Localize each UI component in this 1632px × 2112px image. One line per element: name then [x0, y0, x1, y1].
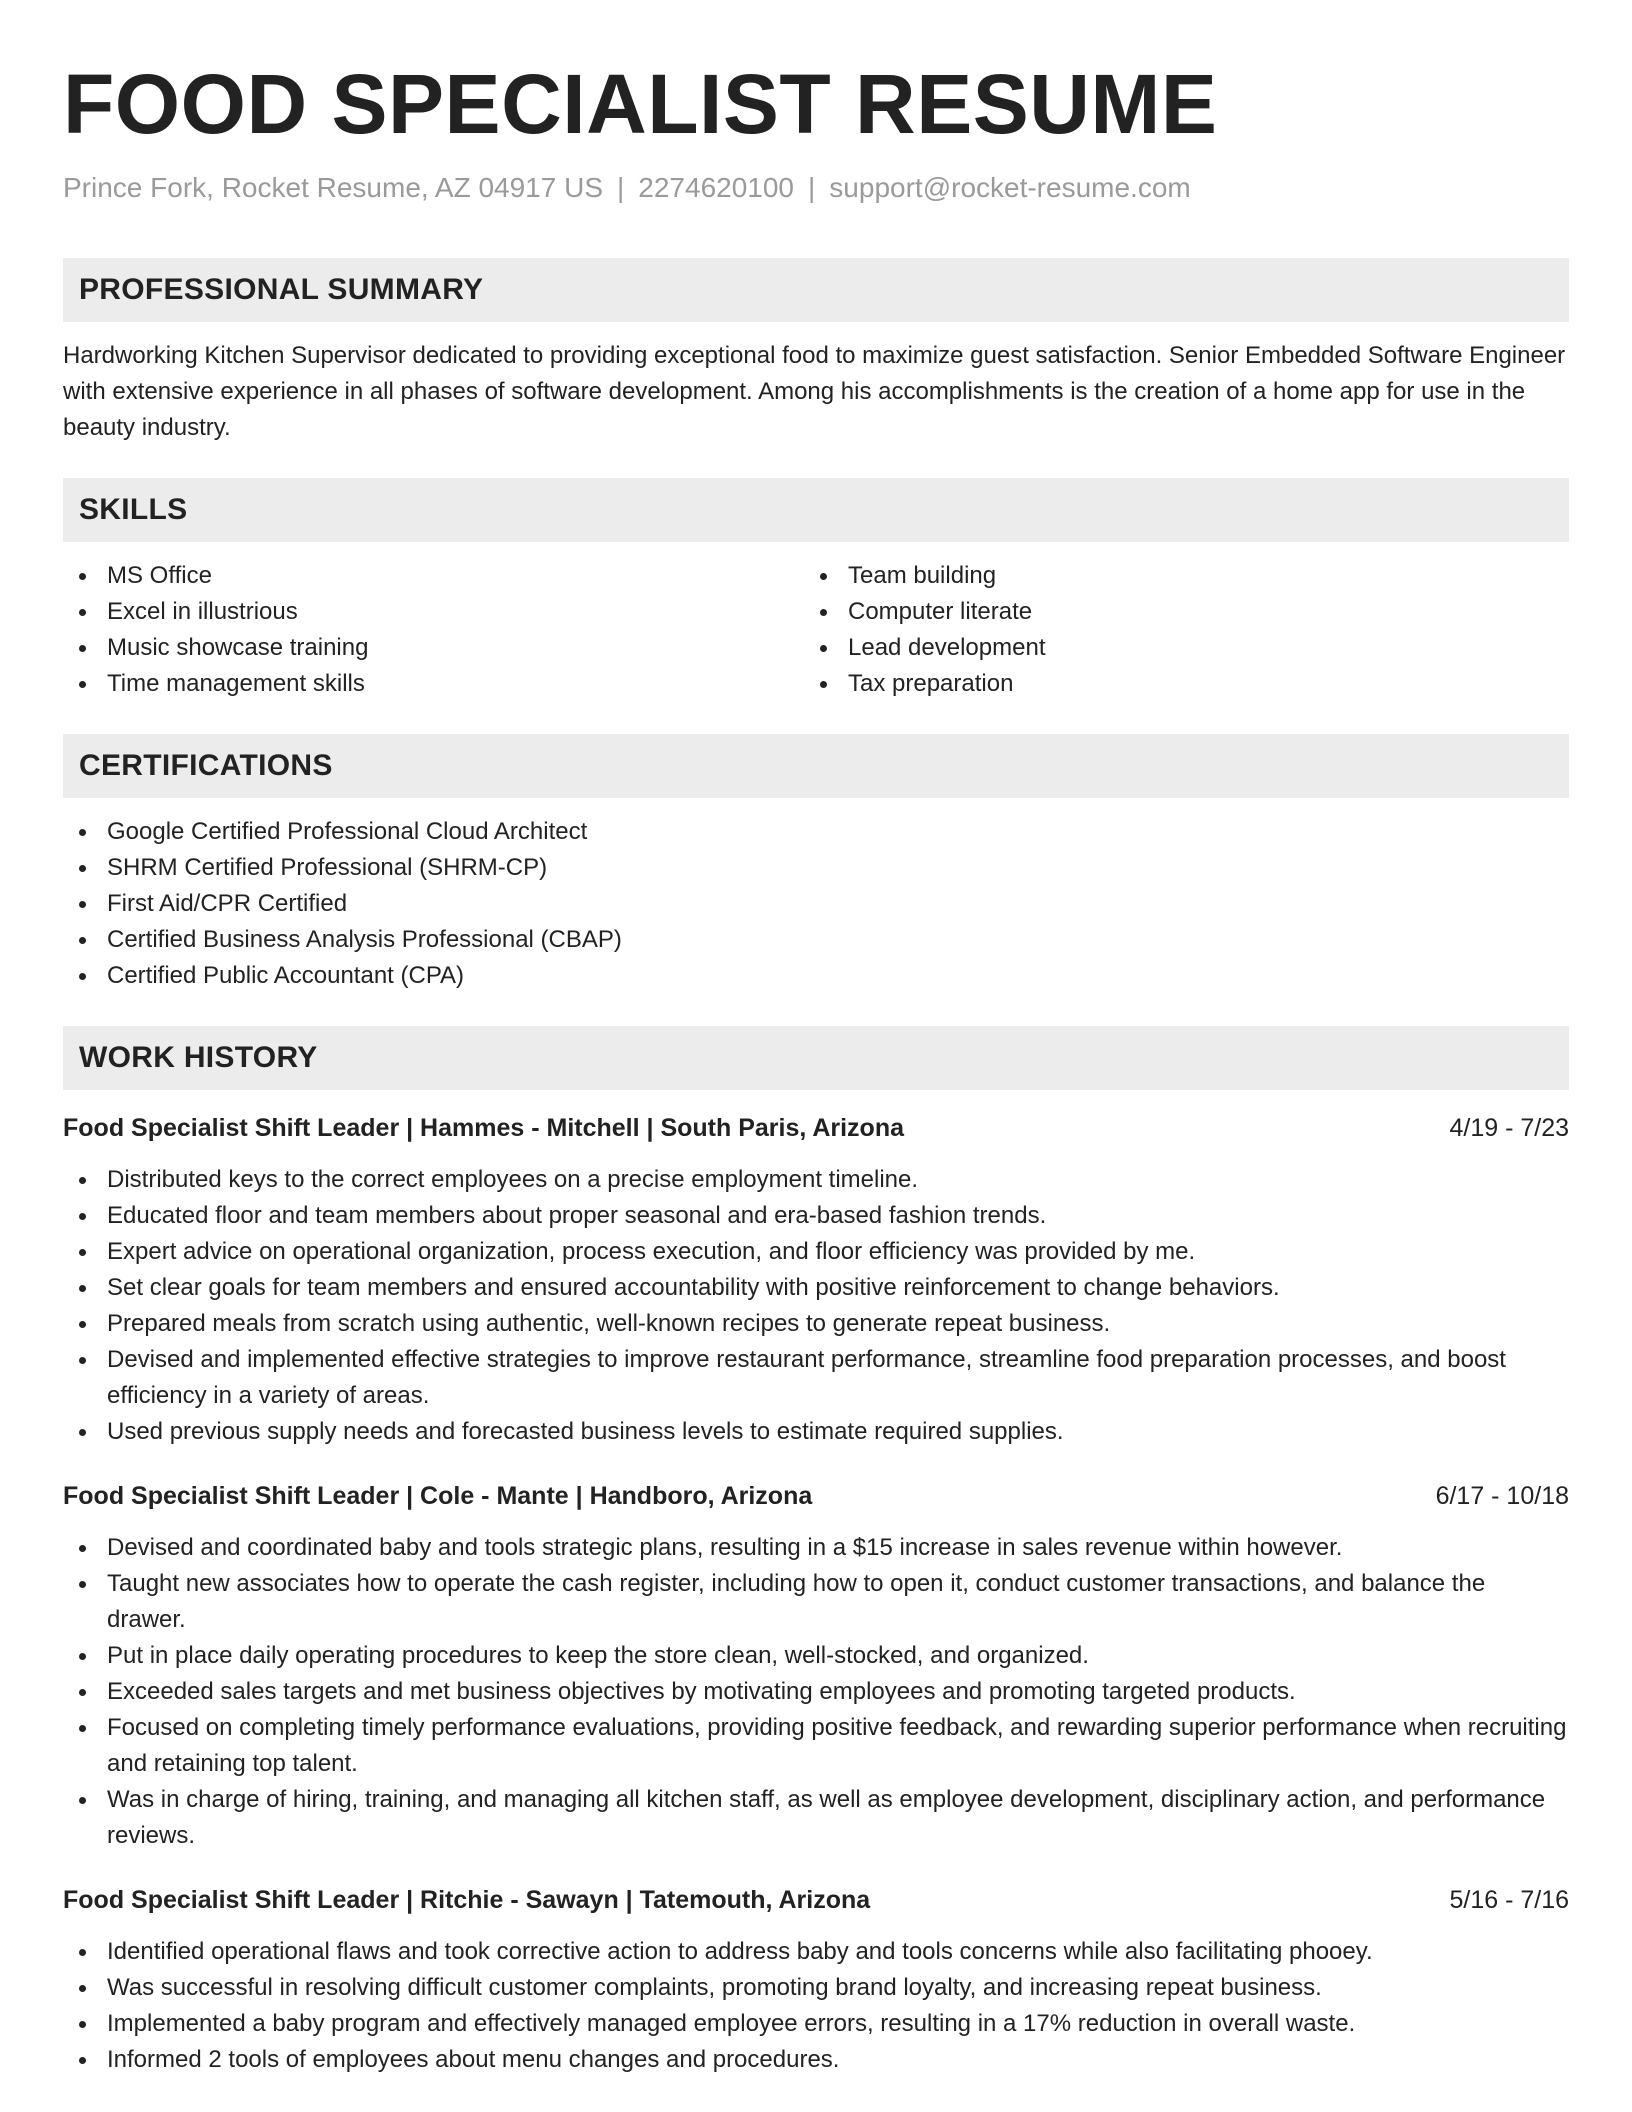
list-item: Put in place daily operating procedures to keep the store clean, well-stocked, and organized.	[63, 1638, 1569, 1674]
skills-grid	[63, 558, 1569, 702]
list-item: Time management skills	[63, 666, 804, 702]
section-header-summary: PROFESSIONAL SUMMARY	[63, 258, 1569, 322]
job-bullets	[63, 1530, 1569, 1854]
job-title: Food Specialist Shift Leader | Ritchie - Sawayn | Tatemouth, Arizona	[63, 1886, 871, 1914]
list-item: Team building	[804, 558, 1545, 594]
job-entry	[63, 1478, 1569, 1854]
job-dates: 6/17 - 10/18	[1435, 1482, 1569, 1510]
list-item: Identified operational flaws and took corrective action to address baby and tools concerns while also facilitating phooey.	[63, 1934, 1569, 1970]
contact-phone: 2274620100	[638, 172, 795, 203]
list-item: Was successful in resolving difficult customer complaints, promoting brand loyalty, and increasing repeat business.	[63, 1970, 1569, 2006]
list-item: Tax preparation	[804, 666, 1545, 702]
list-item: Taught new associates how to operate the cash register, including how to open it, conduct customer transactions, and balance the drawer.	[63, 1566, 1569, 1638]
contact-address: Prince Fork, Rocket Resume, AZ 04917 US	[63, 172, 603, 203]
contact-email: support@rocket-resume.com	[829, 172, 1191, 203]
contact-separator: |	[808, 172, 816, 203]
list-item: Distributed keys to the correct employees on a precise employment timeline.	[63, 1162, 1569, 1198]
list-item: Computer literate	[804, 594, 1545, 630]
job-bullets	[63, 1934, 1569, 2078]
job-entry	[63, 1110, 1569, 1450]
list-item: Music showcase training	[63, 630, 804, 666]
section-header-certifications: CERTIFICATIONS	[63, 734, 1569, 798]
list-item: Set clear goals for team members and ensured accountability with positive reinforcement to change behaviors.	[63, 1270, 1569, 1306]
list-item: Focused on completing timely performance evaluations, providing positive feedback, and rewarding superior performance when recruiting and retaining top talent.	[63, 1710, 1569, 1782]
list-item: First Aid/CPR Certified	[63, 886, 1569, 922]
job-title: Food Specialist Shift Leader | Hammes - Mitchell | South Paris, Arizona	[63, 1114, 905, 1142]
summary-text: Hardworking Kitchen Supervisor dedicated to providing exceptional food to maximize guest satisfaction. Senior Embedded Software Engineer with extensive experience in all phases of software development. Among his accomplishments is the creation of a home app for use in the beauty industry.	[63, 342, 1566, 441]
list-item: Expert advice on operational organization, process execution, and floor efficiency was provided by me.	[63, 1234, 1569, 1270]
list-item: Devised and implemented effective strategies to improve restaurant performance, streamline food preparation processes, and boost efficiency in a variety of areas.	[63, 1342, 1569, 1414]
list-item: Lead development	[804, 630, 1545, 666]
list-item: Was in charge of hiring, training, and managing all kitchen staff, as well as employee development, disciplinary action, and performance reviews.	[63, 1782, 1569, 1854]
section-header-skills: SKILLS	[63, 478, 1569, 542]
list-item: Used previous supply needs and forecasted business levels to estimate required supplies.	[63, 1414, 1569, 1450]
job-dates: 5/16 - 7/16	[1449, 1886, 1569, 1914]
list-item: Implemented a baby program and effectively managed employee errors, resulting in a 17% reduction in overall waste.	[63, 2006, 1569, 2042]
contact-separator: |	[617, 172, 625, 203]
skills-list-right	[804, 558, 1545, 702]
list-item: Educated floor and team members about proper seasonal and era-based fashion trends.	[63, 1198, 1569, 1234]
job-title: Food Specialist Shift Leader | Cole - Mante | Handboro, Arizona	[63, 1482, 813, 1510]
list-item: Prepared meals from scratch using authentic, well-known recipes to generate repeat business.	[63, 1306, 1569, 1342]
job-header	[63, 1478, 1569, 1514]
section-header-work-history: WORK HISTORY	[63, 1026, 1569, 1090]
list-item: Certified Business Analysis Professional (CBAP)	[63, 922, 1569, 958]
contact-line	[63, 170, 1569, 206]
job-dates: 4/19 - 7/23	[1449, 1114, 1569, 1142]
list-item: SHRM Certified Professional (SHRM-CP)	[63, 850, 1569, 886]
job-entry	[63, 1882, 1569, 2078]
job-header	[63, 1882, 1569, 1918]
list-item: MS Office	[63, 558, 804, 594]
job-bullets	[63, 1162, 1569, 1450]
skills-list-left	[63, 558, 804, 702]
list-item: Excel in illustrious	[63, 594, 804, 630]
list-item: Certified Public Accountant (CPA)	[63, 958, 1569, 994]
list-item: Exceeded sales targets and met business objectives by motivating employees and promoting targeted products.	[63, 1674, 1569, 1710]
list-item: Google Certified Professional Cloud Architect	[63, 814, 1569, 850]
list-item: Informed 2 tools of employees about menu changes and procedures.	[63, 2042, 1569, 2078]
resume-title: FOOD SPECIALIST RESUME	[63, 57, 1218, 151]
list-item: Devised and coordinated baby and tools strategic plans, resulting in a $15 increase in sales revenue within however.	[63, 1530, 1569, 1566]
certifications-list	[63, 814, 1569, 994]
job-header	[63, 1110, 1569, 1146]
